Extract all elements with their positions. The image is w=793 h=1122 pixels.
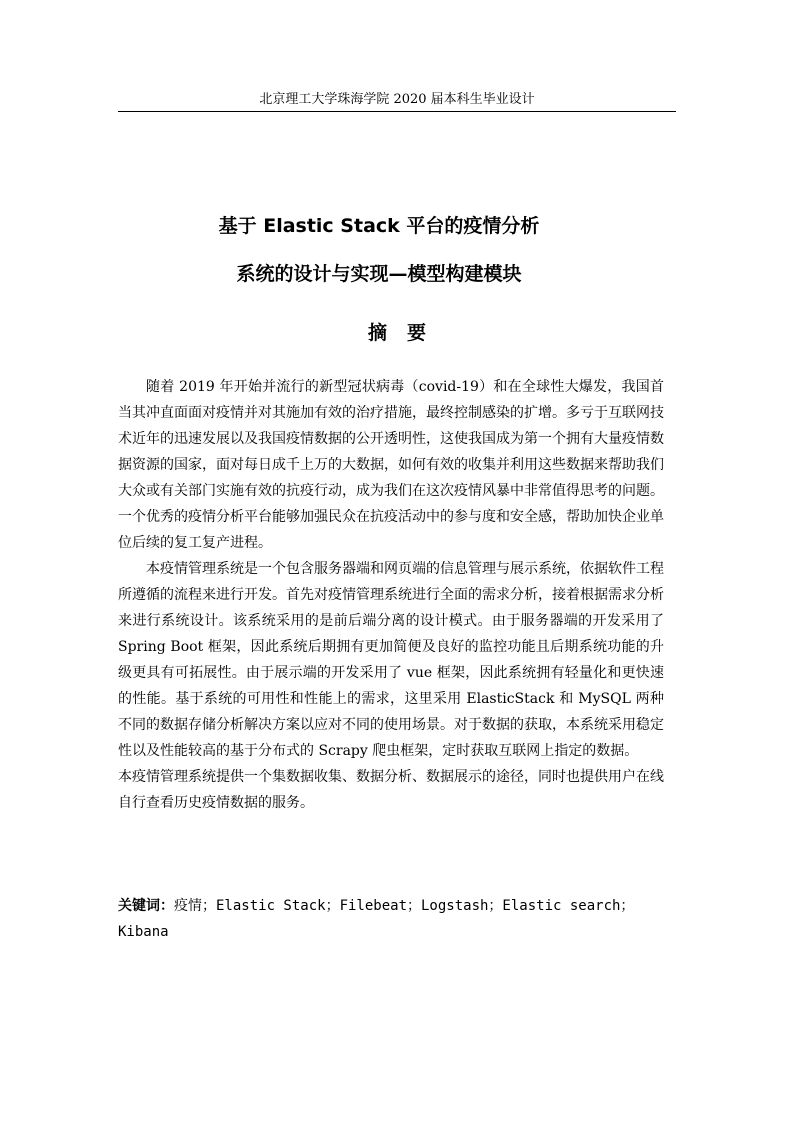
keywords-label: 关键词： (118, 898, 174, 914)
keywords (118, 893, 664, 945)
abstract-paragraph-3: 本疫情管理系统提供一个集数据收集、数据分析、数据展示的途径，同时也提供用户在线自行查看历史疫情数据的服务。 (118, 769, 664, 811)
page-header: 北京理工大学珠海学院 2020 届本科生毕业设计 (259, 92, 535, 107)
abstract-heading: 摘要 (367, 322, 446, 344)
abstract-paragraph-1: 随着 2019 年开始并流行的新型冠状病毒（covid-19）和在全球性大爆发，我国首当其冲直面面对疫情并对其施加有效的治疗措施，最终控制感染的扩增。多亏于互联网技术近年的迅速发展以及我国疫情数据的公开透明性，这使我国成为第一个拥有大量疫情数据资源的国家，面对每日成千上万的大数据，如何有效的收集并利用这些数据来帮助我们大众或有关部门实施有效的抗疫行动，成为我们在这次疫情风暴中非常值得思考的问题。一个优秀的疫情分析平台能够加强民众在抗疫活动中的参与度和安全感，帮助加快企业单位后续的复工复产进程。 (118, 379, 664, 551)
header-divider (118, 111, 676, 112)
keywords-list: 疫情；Elastic Stack；Filebeat；Logstash；Elastic search；Kibana (118, 898, 635, 940)
thesis-title-line-2: 系统的设计与实现—模型构建模块 (236, 263, 522, 285)
abstract-body (118, 374, 664, 816)
abstract-paragraph-2: 本疫情管理系统是一个包含服务器端和网页端的信息管理与展示系统，依据软件工程所遵循的流程来进行开发。首先对疫情管理系统进行全面的需求分析，接着根据需求分析来进行系统设计。该系统采用的是前后端分离的设计模式。由于服务器端的开发采用了 Spring Boot 框架，因此系统后期拥有更加简便及良好的监控功能且后期系统功能的升级更具有可拓展性。由于展示端的开发采用了 vue 框架，因此系统拥有轻量化和更快速的性能。基于系统的可用性和性能上的需求，这里采用 ElasticStack 和 MySQL 两种不同的数据存储分析解决方案以应对不同的使用场景。对于数据的获取，本系统采用稳定性以及性能较高的基于分布式的 Scrapy 爬虫框架，定时获取互联网上指定的数据。 (118, 561, 664, 759)
thesis-title-line-1: 基于 Elastic Stack 平台的疫情分析 (218, 215, 540, 237)
